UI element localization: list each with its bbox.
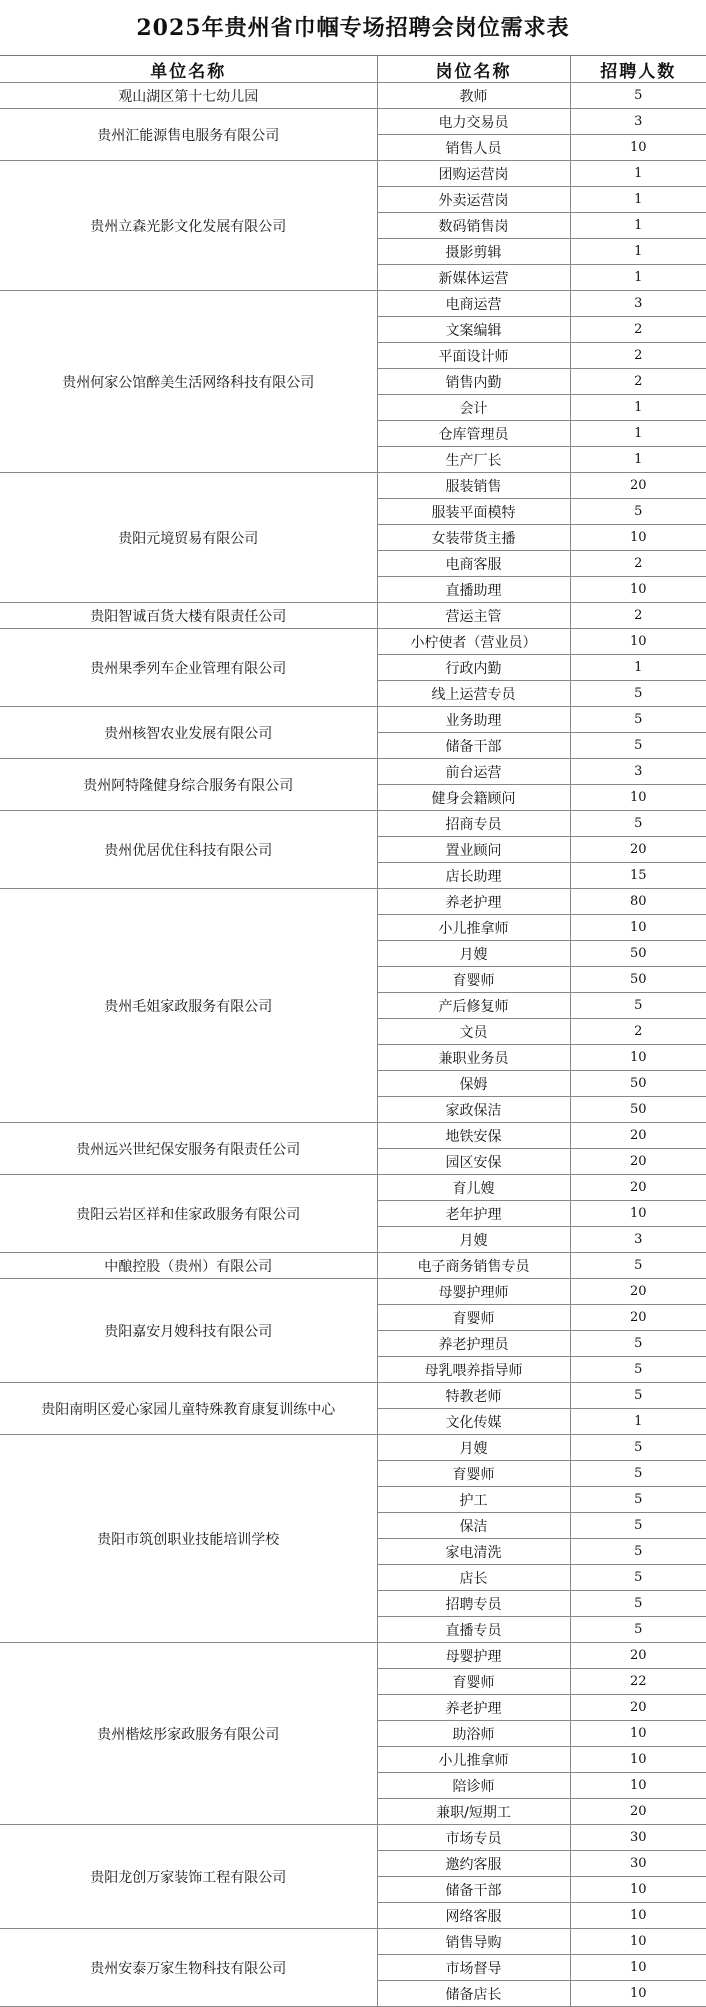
hire-count: 5 [570, 1331, 706, 1357]
position-name: 家政保洁 [377, 1097, 570, 1123]
company-name: 贵州核智农业发展有限公司 [0, 707, 377, 759]
position-name: 招商专员 [377, 811, 570, 837]
table-row [0, 1825, 706, 1851]
position-name: 电力交易员 [377, 109, 570, 135]
position-name: 店长助理 [377, 863, 570, 889]
position-name: 服装平面模特 [377, 499, 570, 525]
company-name: 贵州何家公馆醉美生活网络科技有限公司 [0, 291, 377, 473]
hire-count: 1 [570, 421, 706, 447]
hire-count: 5 [570, 1565, 706, 1591]
hire-count: 5 [570, 1435, 706, 1461]
company-name: 贵州安泰万家生物科技有限公司 [0, 1929, 377, 2007]
position-name: 店长 [377, 1565, 570, 1591]
hire-count: 5 [570, 733, 706, 759]
position-name: 月嫂 [377, 941, 570, 967]
position-name: 网络客服 [377, 1903, 570, 1929]
position-name: 母婴护理师 [377, 1279, 570, 1305]
table-row [0, 1435, 706, 1461]
table-row [0, 1383, 706, 1409]
hire-count: 10 [570, 1201, 706, 1227]
table-row [0, 109, 706, 135]
table-row [0, 1929, 706, 1955]
position-name: 线上运营专员 [377, 681, 570, 707]
hire-count: 50 [570, 941, 706, 967]
position-name: 陪诊师 [377, 1773, 570, 1799]
position-name: 保姆 [377, 1071, 570, 1097]
hire-count: 20 [570, 1279, 706, 1305]
position-name: 兼职业务员 [377, 1045, 570, 1071]
position-name: 文员 [377, 1019, 570, 1045]
company-name: 贵阳云岩区祥和佳家政服务有限公司 [0, 1175, 377, 1253]
hire-count: 1 [570, 213, 706, 239]
hire-count: 20 [570, 1643, 706, 1669]
position-name: 母婴护理 [377, 1643, 570, 1669]
hire-count: 10 [570, 785, 706, 811]
hire-count: 10 [570, 915, 706, 941]
hire-count: 1 [570, 447, 706, 473]
hire-count: 10 [570, 1877, 706, 1903]
hire-count: 5 [570, 1539, 706, 1565]
hire-count: 20 [570, 1123, 706, 1149]
position-name: 业务助理 [377, 707, 570, 733]
position-name: 仓库管理员 [377, 421, 570, 447]
hire-count: 5 [570, 1461, 706, 1487]
hire-count: 1 [570, 655, 706, 681]
position-name: 销售人员 [377, 135, 570, 161]
hire-count: 1 [570, 161, 706, 187]
position-name: 电子商务销售专员 [377, 1253, 570, 1279]
hire-count: 5 [570, 1357, 706, 1383]
position-name: 储备干部 [377, 733, 570, 759]
position-name: 置业顾问 [377, 837, 570, 863]
table-row [0, 473, 706, 499]
hire-count: 20 [570, 1175, 706, 1201]
position-name: 家电清洗 [377, 1539, 570, 1565]
table-row [0, 1279, 706, 1305]
hire-count: 2 [570, 369, 706, 395]
hire-count: 50 [570, 1071, 706, 1097]
position-name: 外卖运营岗 [377, 187, 570, 213]
document-title: 2025年贵州省巾帼专场招聘会岗位需求表 [0, 0, 706, 56]
table-row [0, 83, 706, 109]
hire-count: 1 [570, 1409, 706, 1435]
company-name: 贵州果季列车企业管理有限公司 [0, 629, 377, 707]
hire-count: 50 [570, 1097, 706, 1123]
position-name: 育婴师 [377, 967, 570, 993]
table-body [0, 83, 706, 2007]
hire-count: 5 [570, 1617, 706, 1643]
hire-count: 10 [570, 1955, 706, 1981]
position-name: 摄影剪辑 [377, 239, 570, 265]
company-name: 贵州优居优住科技有限公司 [0, 811, 377, 889]
position-name: 保洁 [377, 1513, 570, 1539]
position-name: 平面设计师 [377, 343, 570, 369]
position-name: 销售内勤 [377, 369, 570, 395]
table-row [0, 1175, 706, 1201]
position-name: 生产厂长 [377, 447, 570, 473]
position-name: 会计 [377, 395, 570, 421]
position-name: 储备干部 [377, 1877, 570, 1903]
position-name: 文化传媒 [377, 1409, 570, 1435]
hire-count: 20 [570, 1149, 706, 1175]
company-name: 贵阳南明区爱心家园儿童特殊教育康复训练中心 [0, 1383, 377, 1435]
hire-count: 5 [570, 811, 706, 837]
hire-count: 5 [570, 1253, 706, 1279]
position-name: 直播专员 [377, 1617, 570, 1643]
company-name: 贵阳市筑创职业技能培训学校 [0, 1435, 377, 1643]
position-name: 特教老师 [377, 1383, 570, 1409]
position-name: 教师 [377, 83, 570, 109]
position-name: 团购运营岗 [377, 161, 570, 187]
position-name: 养老护理员 [377, 1331, 570, 1357]
hire-count: 1 [570, 239, 706, 265]
table-row [0, 1253, 706, 1279]
company-name: 贵州阿特隆健身综合服务有限公司 [0, 759, 377, 811]
company-name: 贵州汇能源售电服务有限公司 [0, 109, 377, 161]
position-name: 前台运营 [377, 759, 570, 785]
header-company: 单位名称 [0, 56, 377, 83]
hire-count: 1 [570, 395, 706, 421]
position-name: 育婴师 [377, 1461, 570, 1487]
hire-count: 10 [570, 577, 706, 603]
position-name: 服装销售 [377, 473, 570, 499]
hire-count: 20 [570, 1305, 706, 1331]
hire-count: 10 [570, 629, 706, 655]
hire-count: 1 [570, 265, 706, 291]
table-row [0, 759, 706, 785]
position-name: 产后修复师 [377, 993, 570, 1019]
hire-count: 20 [570, 1695, 706, 1721]
table-row [0, 603, 706, 629]
position-name: 市场督导 [377, 1955, 570, 1981]
hire-count: 22 [570, 1669, 706, 1695]
company-name: 贵州楷炫彤家政服务有限公司 [0, 1643, 377, 1825]
position-name: 数码销售岗 [377, 213, 570, 239]
position-name: 电商客服 [377, 551, 570, 577]
hire-count: 5 [570, 83, 706, 109]
position-name: 销售导购 [377, 1929, 570, 1955]
position-name: 健身会籍顾问 [377, 785, 570, 811]
position-name: 电商运营 [377, 291, 570, 317]
hire-count: 20 [570, 837, 706, 863]
hire-count: 3 [570, 1227, 706, 1253]
hire-count: 10 [570, 1903, 706, 1929]
table-row [0, 889, 706, 915]
position-name: 女装带货主播 [377, 525, 570, 551]
position-name: 园区安保 [377, 1149, 570, 1175]
hire-count: 5 [570, 1513, 706, 1539]
hire-count: 10 [570, 1721, 706, 1747]
table-row [0, 629, 706, 655]
company-name: 中酿控股（贵州）有限公司 [0, 1253, 377, 1279]
company-name: 贵阳龙创万家装饰工程有限公司 [0, 1825, 377, 1929]
position-name: 地铁安保 [377, 1123, 570, 1149]
position-name: 小柠使者（营业员） [377, 629, 570, 655]
hire-count: 10 [570, 525, 706, 551]
position-name: 营运主管 [377, 603, 570, 629]
hire-count: 3 [570, 291, 706, 317]
hire-count: 5 [570, 499, 706, 525]
table-header-row [0, 56, 706, 83]
position-name: 市场专员 [377, 1825, 570, 1851]
table-row [0, 811, 706, 837]
hire-count: 1 [570, 187, 706, 213]
table-row [0, 707, 706, 733]
position-name: 储备店长 [377, 1981, 570, 2007]
table-row [0, 1123, 706, 1149]
position-name: 月嫂 [377, 1227, 570, 1253]
hire-count: 20 [570, 473, 706, 499]
position-name: 月嫂 [377, 1435, 570, 1461]
hire-count: 5 [570, 1383, 706, 1409]
hire-count: 5 [570, 993, 706, 1019]
hire-count: 10 [570, 1981, 706, 2007]
hire-count: 2 [570, 551, 706, 577]
hire-count: 5 [570, 1487, 706, 1513]
position-name: 养老护理 [377, 889, 570, 915]
hire-count: 10 [570, 135, 706, 161]
hire-count: 2 [570, 603, 706, 629]
company-name: 贵州立森光影文化发展有限公司 [0, 161, 377, 291]
hire-count: 30 [570, 1825, 706, 1851]
hire-count: 10 [570, 1773, 706, 1799]
position-name: 育婴师 [377, 1669, 570, 1695]
table-row [0, 1643, 706, 1669]
hire-count: 10 [570, 1747, 706, 1773]
company-name: 贵阳元境贸易有限公司 [0, 473, 377, 603]
position-name: 小儿推拿师 [377, 915, 570, 941]
hire-count: 3 [570, 109, 706, 135]
hire-count: 80 [570, 889, 706, 915]
company-name: 贵阳智诚百货大楼有限责任公司 [0, 603, 377, 629]
hire-count: 2 [570, 317, 706, 343]
position-name: 老年护理 [377, 1201, 570, 1227]
position-name: 助浴师 [377, 1721, 570, 1747]
position-name: 新媒体运营 [377, 265, 570, 291]
company-name: 观山湖区第十七幼儿园 [0, 83, 377, 109]
hire-count: 5 [570, 707, 706, 733]
hire-count: 50 [570, 967, 706, 993]
hire-count: 5 [570, 681, 706, 707]
hire-count: 3 [570, 759, 706, 785]
position-name: 育儿嫂 [377, 1175, 570, 1201]
position-name: 文案编辑 [377, 317, 570, 343]
job-table [0, 56, 706, 2007]
hire-count: 10 [570, 1929, 706, 1955]
header-position: 岗位名称 [377, 56, 570, 83]
hire-count: 2 [570, 343, 706, 369]
company-name: 贵阳嘉安月嫂科技有限公司 [0, 1279, 377, 1383]
position-name: 小儿推拿师 [377, 1747, 570, 1773]
position-name: 招聘专员 [377, 1591, 570, 1617]
position-name: 育婴师 [377, 1305, 570, 1331]
header-count: 招聘人数 [570, 56, 706, 83]
hire-count: 30 [570, 1851, 706, 1877]
position-name: 直播助理 [377, 577, 570, 603]
position-name: 邀约客服 [377, 1851, 570, 1877]
position-name: 行政内勤 [377, 655, 570, 681]
position-name: 护工 [377, 1487, 570, 1513]
hire-count: 20 [570, 1799, 706, 1825]
position-name: 养老护理 [377, 1695, 570, 1721]
hire-count: 5 [570, 1591, 706, 1617]
hire-count: 15 [570, 863, 706, 889]
table-row [0, 161, 706, 187]
company-name: 贵州远兴世纪保安服务有限责任公司 [0, 1123, 377, 1175]
hire-count: 10 [570, 1045, 706, 1071]
position-name: 母乳喂养指导师 [377, 1357, 570, 1383]
position-name: 兼职/短期工 [377, 1799, 570, 1825]
hire-count: 2 [570, 1019, 706, 1045]
company-name: 贵州毛姐家政服务有限公司 [0, 889, 377, 1123]
table-row [0, 291, 706, 317]
